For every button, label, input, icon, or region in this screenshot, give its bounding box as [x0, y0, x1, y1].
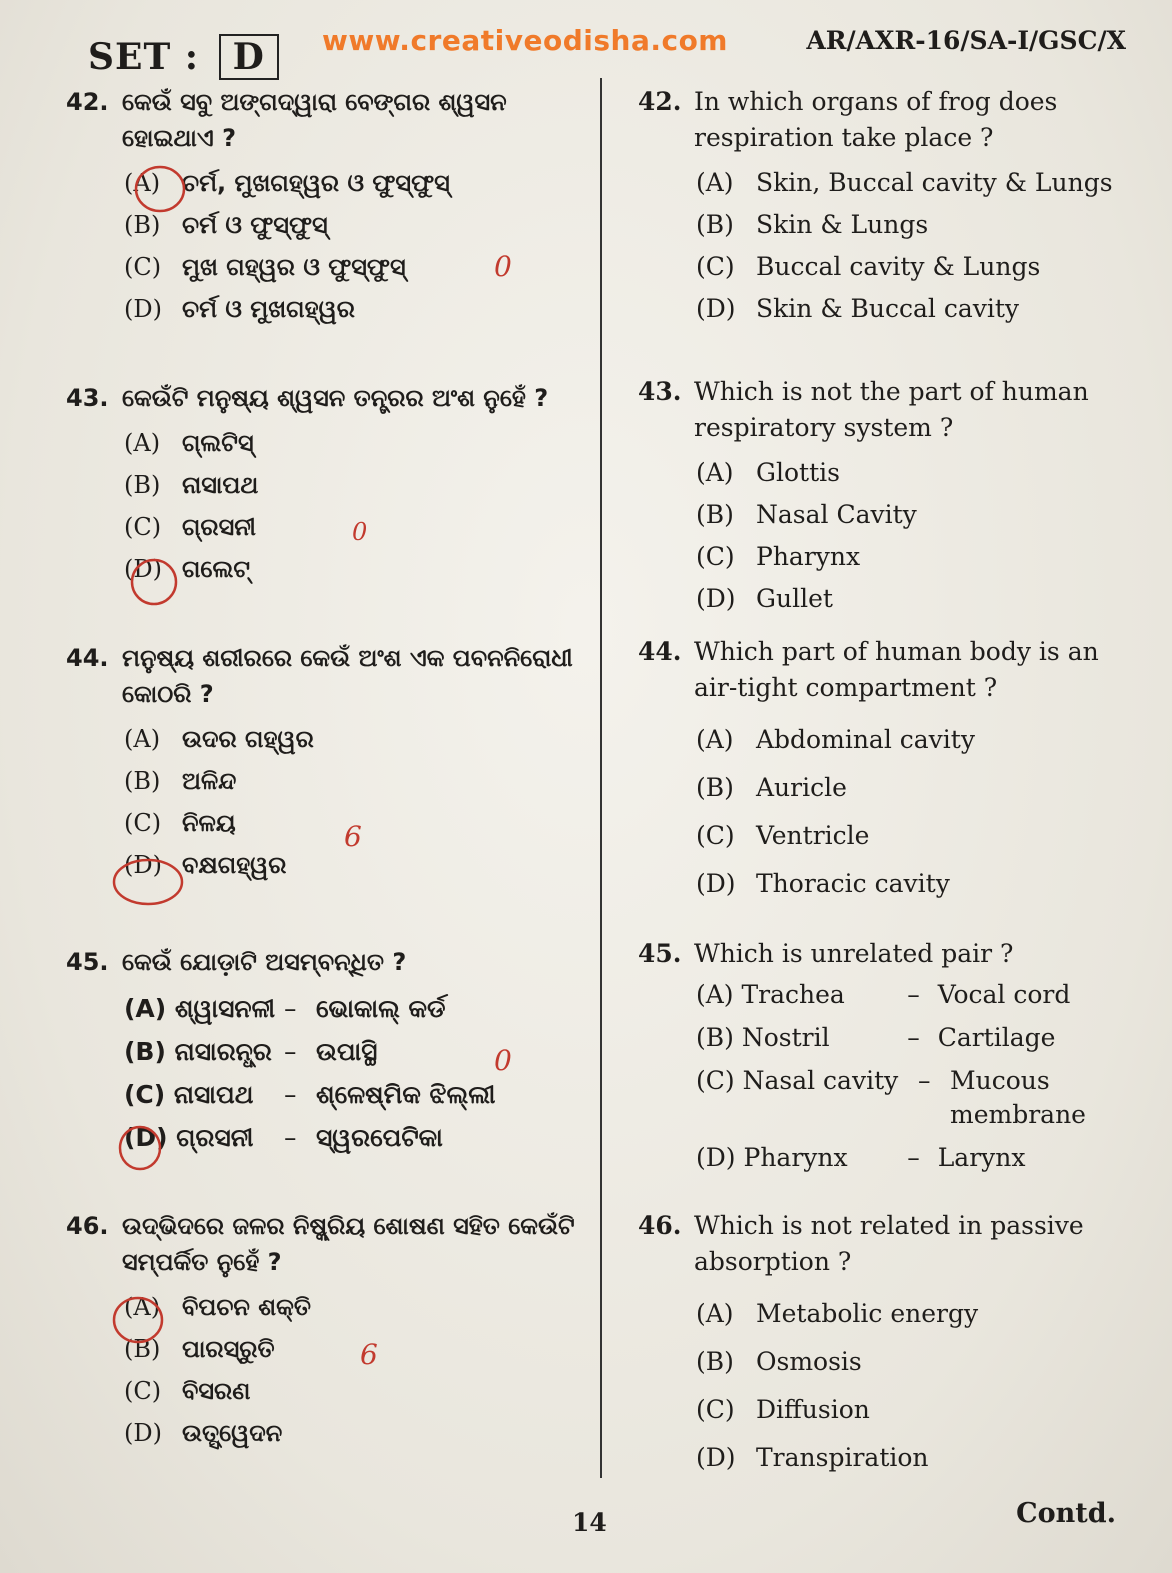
question-46-english [638, 1208, 1128, 1482]
option-c[interactable]: (C) ମୁଖ ଗହ୍ୱର ଓ ଫୁସ୍‌ଫୁସ୍ [124, 253, 406, 281]
question-text: Which is not related in passive absorption ? [694, 1211, 1084, 1276]
option-d[interactable]: (D) Skin & Buccal cavity [696, 294, 1020, 323]
question-number: 45. [638, 939, 682, 968]
option-c[interactable]: (C) Buccal cavity & Lungs [696, 252, 1041, 281]
question-number: 44. [638, 637, 682, 666]
question-number: 44. [66, 644, 109, 672]
continued-label: Contd. [1016, 1498, 1116, 1529]
option-c[interactable]: (C) ନିଳୟ [124, 809, 236, 837]
question-text: Which is unrelated pair ? [694, 939, 1014, 968]
pair-option-b[interactable]: (B) ନାସାରନ୍ଧ୍ର – ଉପାସ୍ଥି [124, 1037, 378, 1066]
pair-option-d[interactable]: (D) Pharynx – Larynx [696, 1143, 1026, 1172]
question-number: 46. [66, 1212, 109, 1240]
option-b[interactable]: (B) Auricle [696, 773, 847, 802]
option-b[interactable]: (B) Skin & Lungs [696, 210, 929, 239]
question-text: କେଉଁ ସବୁ ଅଙ୍ଗଦ୍ୱାରା ବେଙ୍ଗର ଶ୍ୱସନ ହୋଇଥାଏ ? [122, 88, 507, 152]
question-42-odia [66, 84, 586, 330]
question-text: Which part of human body is an air-tight compartment ? [694, 637, 1099, 702]
options [66, 718, 586, 886]
question-46-odia [66, 1208, 586, 1454]
option-c[interactable]: (C) Diffusion [696, 1395, 870, 1424]
page-number: 14 [572, 1508, 607, 1537]
pair-option-c[interactable]: (C) ନାସାପଥ – ଶ୍ଳେଷ୍ମିକ ଝିଲ୍ଲୀ [124, 1080, 496, 1109]
option-d[interactable]: (D) ଉତ୍ସ୍ୱେଦନ [124, 1419, 283, 1447]
option-b[interactable]: (B) Osmosis [696, 1347, 862, 1376]
option-b[interactable]: (B) ଅଳିନ୍ଦ [124, 767, 237, 795]
score-mark-q46: 6 [360, 1338, 378, 1371]
options [66, 1286, 586, 1454]
option-b[interactable]: (B) ପାରସ୍ରୁତି [124, 1335, 275, 1363]
option-a[interactable]: (A) ଚର୍ମ, ମୁଖଗହ୍ୱର ଓ ଫୁସ୍‌ଫୁସ୍ [124, 169, 450, 197]
option-d[interactable]: (D) Gullet [696, 584, 833, 613]
pair-options [66, 992, 586, 1155]
question-42-english [638, 84, 1128, 330]
question-45-english [638, 936, 1128, 1184]
pair-options [638, 978, 1128, 1175]
score-mark-q42: 0 [494, 250, 512, 283]
options [638, 162, 1128, 330]
column-divider [600, 78, 602, 1478]
option-b[interactable]: (B) ଚର୍ମ ଓ ଫୁସ୍‌ଫୁସ୍ [124, 211, 328, 239]
option-a[interactable]: (A) Abdominal cavity [696, 725, 975, 754]
option-d[interactable]: (D) Transpiration [696, 1443, 929, 1472]
question-44-english [638, 634, 1128, 908]
question-number: 42. [638, 87, 682, 116]
set-label: SET : D [88, 34, 279, 80]
question-44-odia [66, 640, 586, 886]
score-mark-q44: 6 [344, 820, 362, 853]
score-mark-q43: 0 [352, 518, 368, 546]
option-a[interactable]: (A) Glottis [696, 458, 840, 487]
option-a[interactable]: (A) ବିପଚନ ଶକ୍ତି [124, 1293, 311, 1321]
options [638, 716, 1128, 908]
question-number: 46. [638, 1211, 682, 1240]
question-43-odia [66, 380, 586, 590]
option-d[interactable]: (D) ବକ୍ଷଗହ୍ୱର [124, 851, 287, 879]
option-c[interactable]: (C) ବିସରଣ [124, 1377, 251, 1405]
question-number: 45. [66, 948, 109, 976]
option-c[interactable]: (C) Ventricle [696, 821, 870, 850]
question-number: 42. [66, 88, 109, 116]
pair-option-d[interactable]: (D) ଗ୍ରସନୀ – ସ୍ୱରପେଟିକା [124, 1123, 443, 1152]
options [66, 162, 586, 330]
options [66, 422, 586, 590]
option-d[interactable]: (D) ଗଲେଟ୍ [124, 555, 250, 583]
question-text: ମନୁଷ୍ୟ ଶରୀରରେ କେଉଁ ଅଂଶ ଏକ ପବନନିରୋଧୀ କୋଠରି ? [122, 644, 573, 708]
paper-code: AR/AXR-16/SA-I/GSC/X [806, 26, 1126, 55]
options [638, 452, 1128, 620]
page-header [0, 22, 1172, 82]
option-a[interactable]: (A) Skin, Buccal cavity & Lungs [696, 168, 1113, 197]
set-box: D [219, 34, 279, 80]
option-c[interactable]: (C) Pharynx [696, 542, 861, 571]
pair-option-a[interactable]: (A) ଶ୍ୱାସନଳୀ – ଭୋକାଲ୍ କର୍ଡ [124, 994, 446, 1023]
option-a[interactable]: (A) ଉଦର ଗହ୍ୱର [124, 725, 314, 753]
option-d[interactable]: (D) Thoracic cavity [696, 869, 950, 898]
question-text: In which organs of frog does respiration take place ? [694, 87, 1058, 152]
question-text: କେଉଁଟି ମନୁଷ୍ୟ ଶ୍ୱସନ ତନ୍ତ୍ରର ଅଂଶ ନୁହେଁ ? [122, 384, 549, 412]
question-text: ଉଦ୍ଭିଦରେ ଜଳର ନିଷ୍କ୍ରିୟ ଶୋଷଣ ସହିତ କେଉଁଟି ସମ୍ପର୍କିତ ନୁହେଁ ? [122, 1212, 575, 1276]
pair-option-c[interactable]: (C) Nasal cavity – Mucous membrane [696, 1066, 1086, 1129]
option-a[interactable]: (A) ଗ୍ଲଟିସ୍ [124, 429, 254, 457]
question-number: 43. [66, 384, 109, 412]
question-43-english [638, 374, 1128, 620]
question-45-odia [66, 944, 586, 1164]
options [638, 1290, 1128, 1482]
question-text: କେଉଁ ଯୋଡ଼ାଟି ଅସମ୍ବନ୍ଧିତ ? [122, 948, 407, 976]
option-c[interactable]: (C) ଗ୍ରସନୀ [124, 513, 257, 541]
question-text: Which is not the part of human respiratory system ? [694, 377, 1089, 442]
option-b[interactable]: (B) ନାସାପଥ [124, 471, 259, 499]
website-url[interactable]: www.creativeodisha.com [322, 24, 728, 57]
option-d[interactable]: (D) ଚର୍ମ ଓ ମୁଖଗହ୍ୱର [124, 295, 355, 323]
option-b[interactable]: (B) Nasal Cavity [696, 500, 917, 529]
score-mark-q45: 0 [494, 1044, 512, 1077]
pair-option-a[interactable]: (A) Trachea – Vocal cord [696, 980, 1071, 1009]
pair-option-b[interactable]: (B) Nostril – Cartilage [696, 1023, 1056, 1052]
option-a[interactable]: (A) Metabolic energy [696, 1299, 979, 1328]
question-number: 43. [638, 377, 682, 406]
